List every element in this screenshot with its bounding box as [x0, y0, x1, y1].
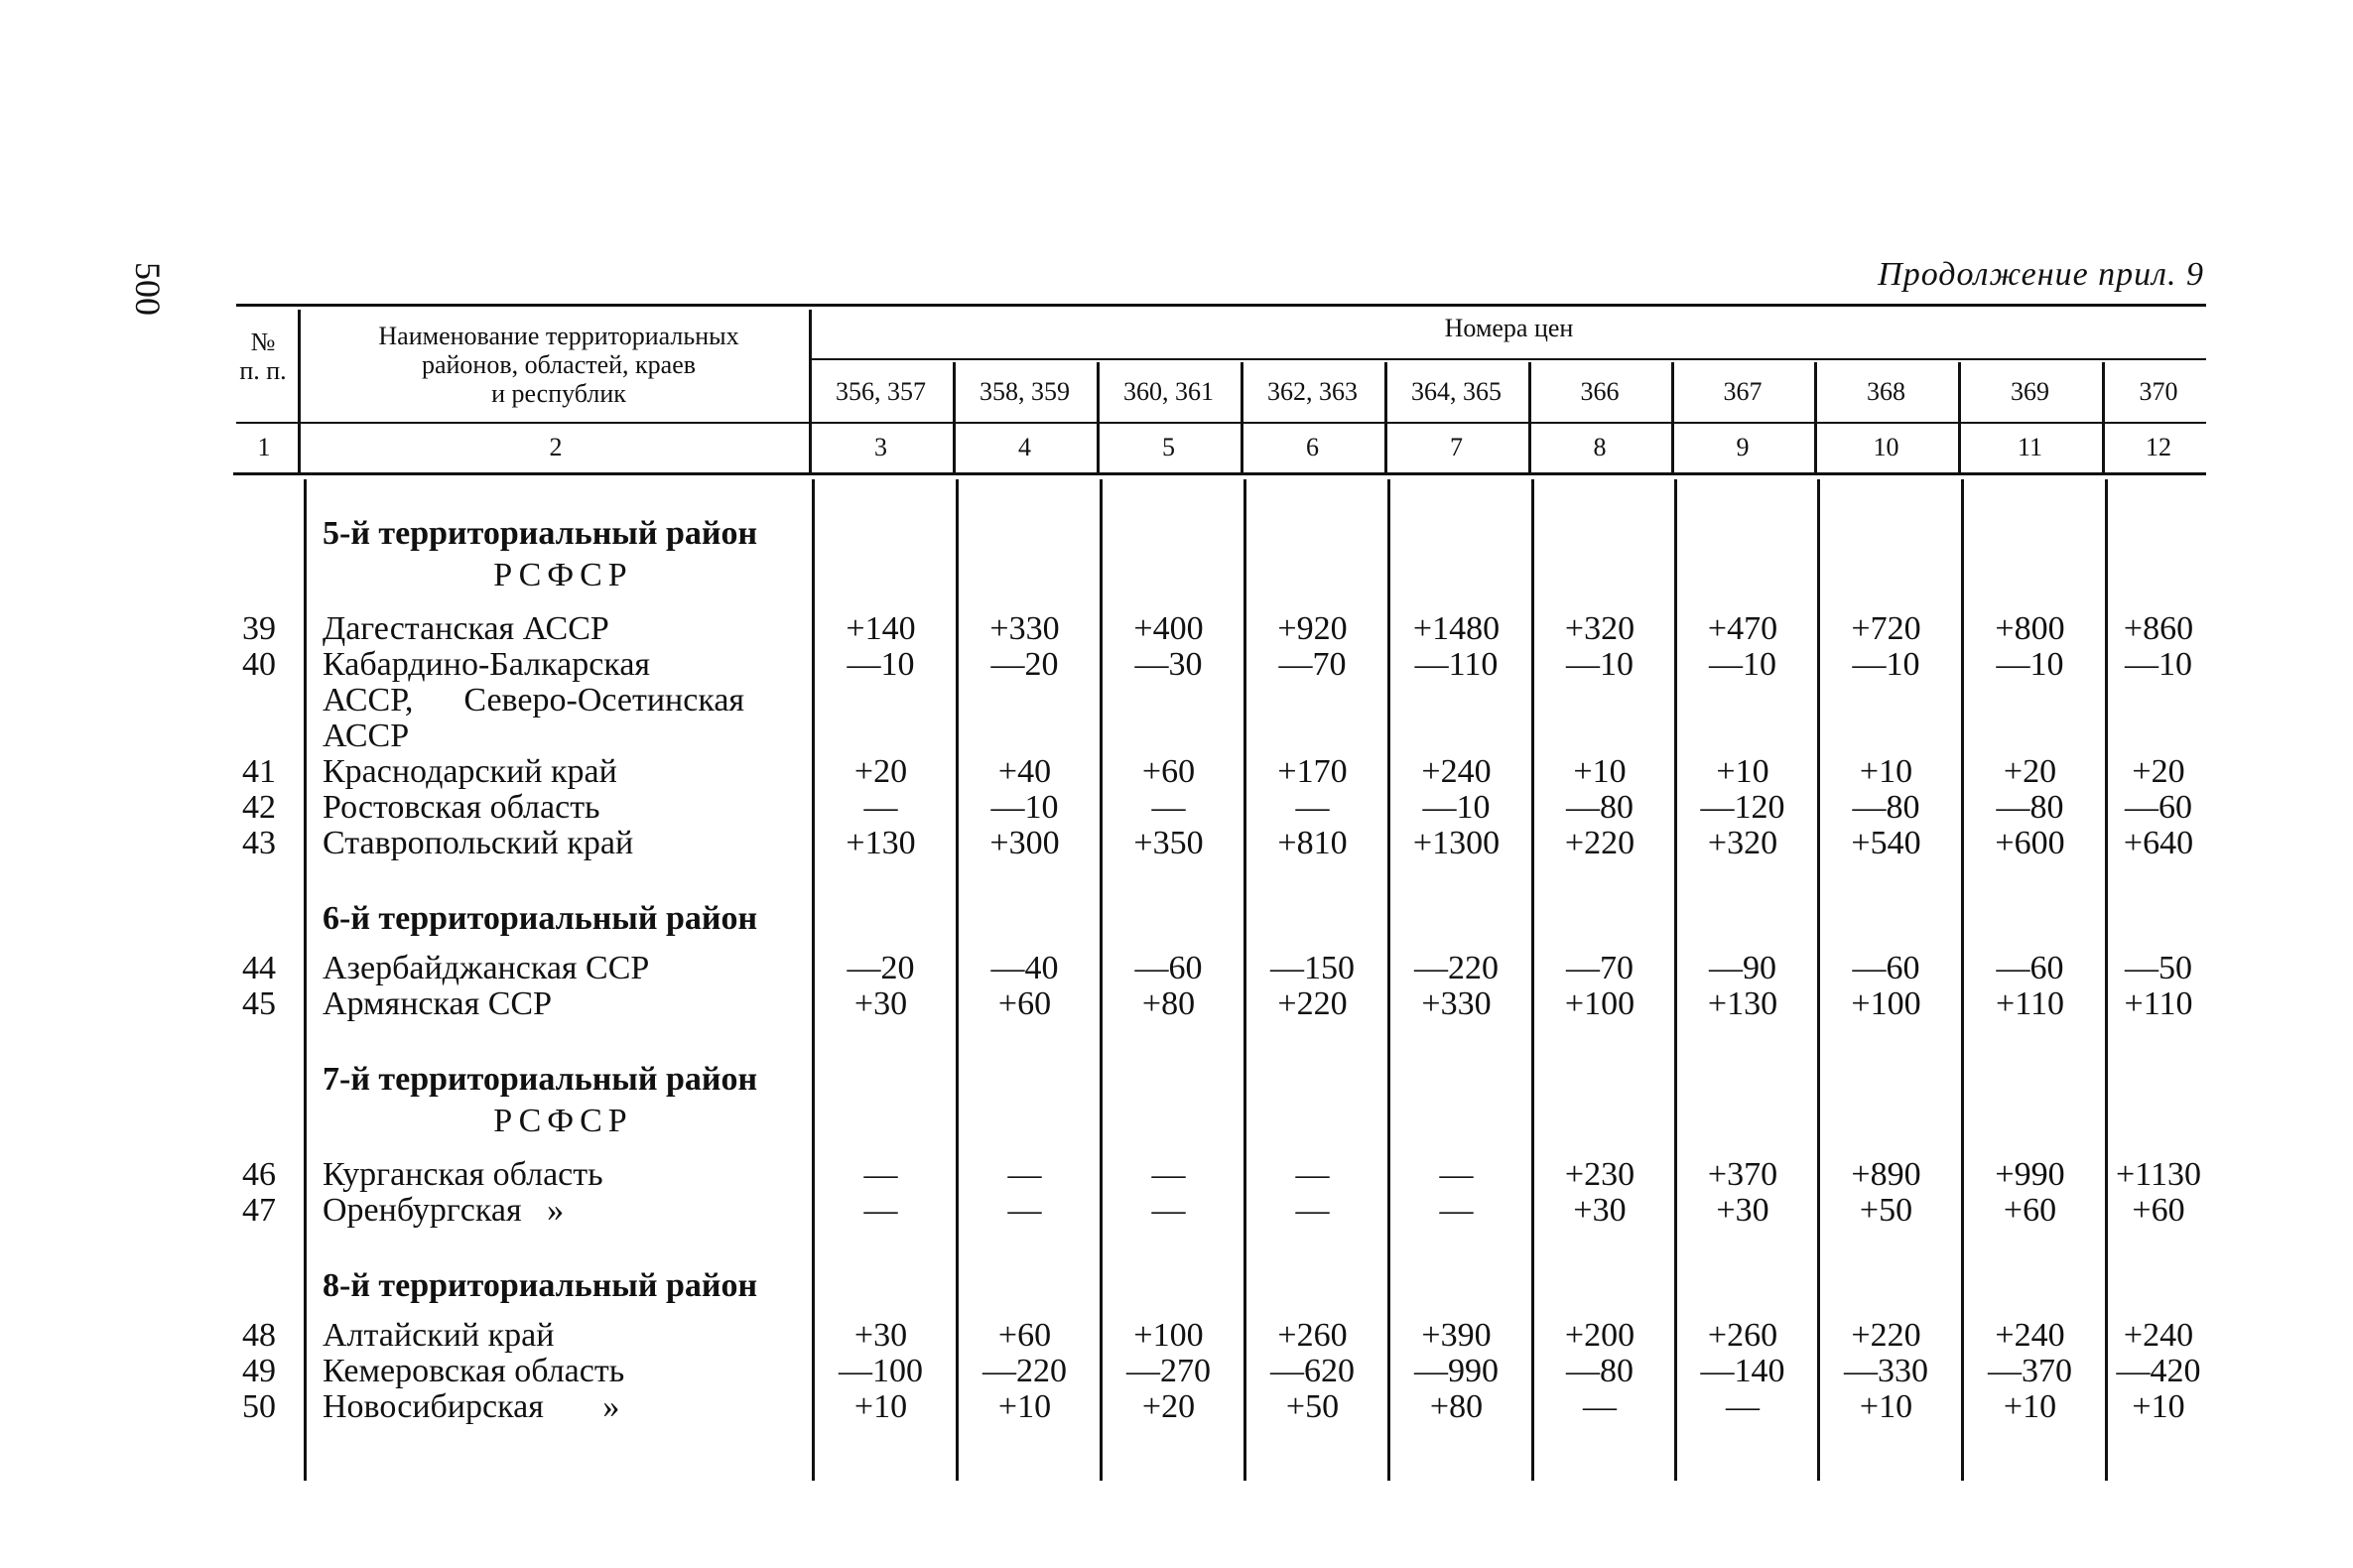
price-delta: +50	[1859, 1192, 1913, 1229]
column-index: 6	[1306, 433, 1319, 461]
row-name: Армянская ССР	[323, 985, 552, 1022]
price-delta: +130	[1707, 985, 1778, 1022]
row-number: 45	[242, 985, 276, 1022]
price-delta: —	[1295, 1192, 1330, 1229]
price-delta: +30	[853, 985, 908, 1022]
price-delta: —10	[847, 646, 915, 683]
column-index: 8	[1593, 433, 1607, 461]
price-delta: —60	[2125, 789, 2192, 826]
price-delta: +240	[1995, 1317, 2065, 1354]
price-delta: +320	[1564, 610, 1635, 647]
price-delta: —	[1007, 1192, 1042, 1229]
price-delta: +30	[1716, 1192, 1769, 1229]
header-price-col: 366	[1580, 377, 1620, 406]
row-number: 42	[242, 789, 276, 826]
price-delta: —420	[2116, 1353, 2201, 1389]
price-delta: —	[863, 1192, 898, 1229]
row-number: 48	[242, 1317, 276, 1354]
price-delta: —10	[1996, 646, 2064, 683]
price-delta: +260	[1277, 1317, 1348, 1354]
price-delta: —	[1295, 789, 1330, 826]
price-delta: +80	[1141, 985, 1196, 1022]
price-delta: +990	[1995, 1156, 2065, 1193]
header-price-col: 367	[1723, 377, 1763, 406]
header-price-col: 370	[2139, 377, 2178, 406]
price-delta: +1130	[2116, 1156, 2201, 1193]
header-price-col: 360, 361	[1123, 377, 1214, 406]
price-delta: +60	[2132, 1192, 2185, 1229]
row-name: Кабардино-Балкарская	[323, 646, 651, 683]
body-vrule-num	[304, 479, 307, 1481]
price-delta: —	[1295, 1156, 1330, 1193]
column-index: 9	[1736, 433, 1750, 461]
price-delta: +400	[1133, 610, 1204, 647]
row-number: 41	[242, 753, 276, 790]
price-delta: —	[1007, 1156, 1042, 1193]
price-delta: +640	[2123, 825, 2194, 861]
header-price-col: 356, 357	[836, 377, 926, 406]
price-delta: —70	[1566, 950, 1634, 986]
price-delta: —60	[1996, 950, 2064, 986]
price-delta: —	[1151, 789, 1186, 826]
row-number: 46	[242, 1156, 276, 1193]
row-name: Новосибирская »	[323, 1388, 620, 1425]
price-delta: —140	[1700, 1353, 1785, 1389]
row-name: Алтайский край	[323, 1317, 555, 1354]
price-delta: —	[1439, 1156, 1474, 1193]
price-delta: +100	[1564, 985, 1635, 1022]
price-delta: —220	[982, 1353, 1067, 1389]
price-delta: —10	[1566, 646, 1634, 683]
price-delta: +320	[1707, 825, 1778, 861]
section-subtitle: РСФСР	[493, 1103, 633, 1139]
price-delta: +300	[989, 825, 1060, 861]
column-index: 7	[1450, 433, 1463, 461]
price-delta: —40	[990, 950, 1059, 986]
header-num: № п. п.	[239, 327, 287, 385]
price-delta: +10	[1573, 753, 1627, 790]
price-delta: —70	[1278, 646, 1347, 683]
section-title: 8-й территориальный район	[323, 1267, 758, 1304]
price-delta: +230	[1564, 1156, 1635, 1193]
price-delta: +20	[1141, 1388, 1196, 1425]
price-delta: +800	[1995, 610, 2065, 647]
price-delta: +920	[1277, 610, 1348, 647]
price-delta: +170	[1277, 753, 1348, 790]
row-name: Кемеровская область	[323, 1353, 625, 1389]
price-delta: —80	[1566, 789, 1634, 826]
price-delta: —90	[1709, 950, 1776, 986]
header-price-col: 358, 359	[980, 377, 1070, 406]
header-price-col: 362, 363	[1267, 377, 1358, 406]
price-delta: —100	[839, 1353, 923, 1389]
section-title: 6-й территориальный район	[323, 900, 758, 937]
price-delta: +10	[1859, 753, 1913, 790]
row-number: 50	[242, 1388, 276, 1425]
price-delta: —	[1439, 1192, 1474, 1229]
header-prices-group: Номера цен	[1444, 314, 1574, 342]
index-rule	[233, 472, 2206, 475]
price-delta: —80	[1996, 789, 2064, 826]
price-delta: +860	[2123, 610, 2194, 647]
price-delta: +240	[2123, 1317, 2194, 1354]
row-name: Краснодарский край	[323, 753, 617, 790]
price-delta: +370	[1707, 1156, 1778, 1193]
price-delta: —990	[1414, 1353, 1499, 1389]
price-delta: +60	[2003, 1192, 2057, 1229]
price-delta: —	[1583, 1388, 1617, 1425]
price-delta: +80	[1429, 1388, 1484, 1425]
table-top-rule	[236, 304, 2206, 307]
price-delta: +10	[1859, 1388, 1913, 1425]
price-delta: +30	[1573, 1192, 1627, 1229]
price-delta: —60	[1134, 950, 1203, 986]
price-delta: +20	[853, 753, 908, 790]
price-delta: +10	[997, 1388, 1052, 1425]
price-delta: +1480	[1412, 610, 1501, 647]
price-delta: +220	[1277, 985, 1348, 1022]
price-delta: +720	[1851, 610, 1921, 647]
price-delta: +220	[1851, 1317, 1921, 1354]
price-delta: —	[1726, 1388, 1760, 1425]
header-rule	[236, 422, 2206, 424]
section-title: 7-й территориальный район	[323, 1061, 758, 1098]
price-delta: +100	[1851, 985, 1921, 1022]
price-delta: +330	[1421, 985, 1492, 1022]
price-delta: +20	[2003, 753, 2057, 790]
row-name: Дагестанская АССР	[323, 610, 609, 647]
price-delta: —	[863, 1156, 898, 1193]
header-price-col: 364, 365	[1411, 377, 1502, 406]
price-delta: —50	[2125, 950, 2192, 986]
price-delta: —110	[1414, 646, 1499, 683]
price-delta: +60	[997, 1317, 1052, 1354]
price-delta: +1300	[1412, 825, 1501, 861]
price-delta: —150	[1270, 950, 1355, 986]
price-delta: +10	[2003, 1388, 2057, 1425]
price-delta: —30	[1134, 646, 1203, 683]
price-delta: +810	[1277, 825, 1348, 861]
price-delta: —620	[1270, 1353, 1355, 1389]
section-title: 5-й территориальный район	[323, 515, 758, 552]
header-price-col: 368	[1867, 377, 1905, 406]
price-delta: +600	[1995, 825, 2065, 861]
price-delta: —20	[847, 950, 915, 986]
price-delta: +10	[2132, 1388, 2185, 1425]
price-delta: +330	[989, 610, 1060, 647]
price-delta: —10	[1852, 646, 1920, 683]
price-delta: +470	[1707, 610, 1778, 647]
price-delta: —60	[1852, 950, 1920, 986]
price-delta: —80	[1566, 1353, 1634, 1389]
price-delta: +200	[1564, 1317, 1635, 1354]
price-delta: +100	[1133, 1317, 1204, 1354]
price-delta: +110	[2124, 985, 2193, 1022]
row-number: 49	[242, 1353, 276, 1389]
price-delta: +50	[1285, 1388, 1340, 1425]
price-delta: —370	[1988, 1353, 2072, 1389]
price-delta: —10	[2125, 646, 2192, 683]
price-delta: —	[1151, 1192, 1186, 1229]
column-index: 4	[1018, 433, 1031, 461]
column-index: 12	[2146, 433, 2171, 461]
prices-group-rule	[812, 358, 2206, 360]
column-index: 10	[1873, 433, 1899, 461]
row-number: 39	[242, 610, 276, 647]
header-name: Наименование территориальных районов, областей, краев и республик	[378, 322, 739, 408]
price-delta: +140	[846, 610, 916, 647]
price-delta: —10	[1422, 789, 1491, 826]
continuation-caption: Продолжение прил. 9	[1878, 256, 2204, 293]
price-delta: —80	[1852, 789, 1920, 826]
row-name: Азербайджанская ССР	[323, 950, 650, 986]
column-index: 11	[2017, 433, 2043, 461]
row-name: АССР	[323, 718, 410, 754]
price-delta: +10	[853, 1388, 908, 1425]
price-delta: +60	[1141, 753, 1196, 790]
row-name: Ставропольский край	[323, 825, 634, 861]
row-number: 47	[242, 1192, 276, 1229]
price-delta: —270	[1126, 1353, 1211, 1389]
price-delta: +220	[1564, 825, 1635, 861]
price-delta: —220	[1414, 950, 1499, 986]
column-index: 5	[1162, 433, 1175, 461]
header-price-col: 369	[2011, 377, 2049, 406]
price-delta: —20	[990, 646, 1059, 683]
row-name: Ростовская область	[323, 789, 600, 826]
column-index: 3	[874, 433, 887, 461]
price-delta: —330	[1844, 1353, 1928, 1389]
row-name: АССР, Северо-Осетинская	[323, 682, 745, 719]
price-delta: +30	[853, 1317, 908, 1354]
row-name: Оренбургская »	[323, 1192, 565, 1229]
price-delta: +60	[997, 985, 1052, 1022]
price-delta: +130	[846, 825, 916, 861]
price-delta: —10	[990, 789, 1059, 826]
price-delta: +240	[1421, 753, 1492, 790]
price-delta: —	[863, 789, 898, 826]
price-delta: +260	[1707, 1317, 1778, 1354]
price-delta: +890	[1851, 1156, 1921, 1193]
price-delta: +40	[997, 753, 1052, 790]
price-delta: +110	[1996, 985, 2064, 1022]
row-number: 43	[242, 825, 276, 861]
price-delta: +540	[1851, 825, 1921, 861]
row-name: Курганская область	[323, 1156, 603, 1193]
row-number: 44	[242, 950, 276, 986]
price-delta: +350	[1133, 825, 1204, 861]
price-delta: —10	[1709, 646, 1776, 683]
column-index: 1	[257, 433, 271, 461]
row-number: 40	[242, 646, 276, 683]
section-subtitle: РСФСР	[493, 557, 633, 593]
page-number: 500	[128, 262, 168, 316]
price-delta: +10	[1716, 753, 1769, 790]
column-index: 2	[549, 433, 563, 461]
price-delta: —120	[1700, 789, 1785, 826]
price-delta: +390	[1421, 1317, 1492, 1354]
price-delta: —	[1151, 1156, 1186, 1193]
price-delta: +20	[2132, 753, 2185, 790]
